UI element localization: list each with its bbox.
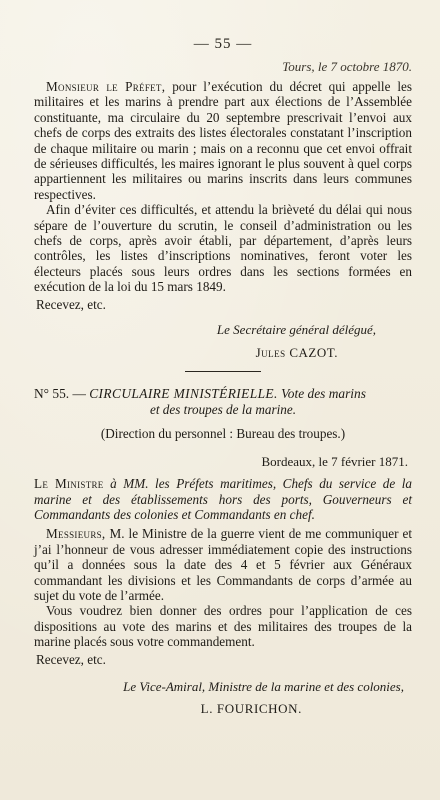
letter-closing: Recevez, etc. [36,296,106,312]
letter-date: Tours, le 7 octobre 1870. [282,59,412,74]
circular-salutation: Messieurs, [46,526,106,542]
circular-paragraph-1 [34,526,412,603]
letter-paragraph-2: Afin d’éviter ces difficultés, et attendu la brièveté du délai qui nous sépare de l’ouverture du scrutin, le conseil d’administration ou les chefs de corps, après avoir établi, par département, d’après leurs contrôles, les listes d’inscriptions nominatives, feront voter les électeurs placés sous leurs ordres dans les sections formées en exécution de la loi du 15 mars 1849. [34,202,412,295]
circular-subject-continued: et des troupes de la marine. [149,402,296,418]
circular-closing: Recevez, etc. [36,651,106,667]
circular-subject: Vote des marins [281,386,366,402]
circular-number: N° 55. — [34,386,86,402]
letter-salutation: Monsieur le Préfet, [46,79,166,94]
letter-signature-role: Le Secrétaire général délégué, [216,322,376,338]
letter-paragraph-1-text: pour l’exécution du décret qui appelle les militaires et les marins à prendre part aux élections de l’Assemblée constituante, ma circulaire du 20 septembre prescrivait l’envoi aux chefs de corps des extraits des listes électorales constatant l’inscription de chaque militaire ou marin ; mais on a reconnu que cet envoi offrait de sérieuses difficultés, les maires ignorant le plus souvent à quel corps appartiennent les militaires ou marins inscrits dans leurs communes respectives. [34,79,412,202]
section-divider [185,371,261,372]
circular-address-lead: Le Ministre [34,476,104,492]
circular-address-recipients: MM. les Préfets maritimes, Chefs du service de la marine et des établissements hors des ports, Gouverneurs et Commandants des colonies et Commandants en chef. [34,476,413,522]
page-number: — 55 — [193,36,253,52]
circular-title: CIRCULAIRE MINISTÉRIELLE. [89,386,278,402]
circular-direction: (Direction du personnel : Bureau des troupes.) [100,426,346,442]
circular-signature-name: L. FOURICHON. [200,700,302,716]
letter-paragraph-1 [34,79,412,202]
circular-address [34,476,412,522]
circular-signature-role: Le Vice-Amiral, Ministre de la marine et des colonies, [123,678,404,694]
circular-paragraph-1-text: M. le Ministre de la guerre vient de me communiquer et j’ai l’honneur de vous adresser immédiatement copie des instructions qu’il a données sous la date des 4 et 5 février aux Généraux commandant les divisions et les Commandants de corps d’armée au sujet du vote de l’armée. [34,526,412,603]
circular-heading [34,386,412,402]
circular-address-a: à [103,476,124,492]
letter-signature-name: Jules CAZOT. [255,345,338,361]
circular-date: Bordeaux, le 7 février 1871. [261,454,408,470]
circular-paragraph-2: Vous voudrez bien donner des ordres pour l’application de ces dispositions au vote des marins et des militaires des troupes de la marine placés sous votre commandement. [34,603,412,650]
